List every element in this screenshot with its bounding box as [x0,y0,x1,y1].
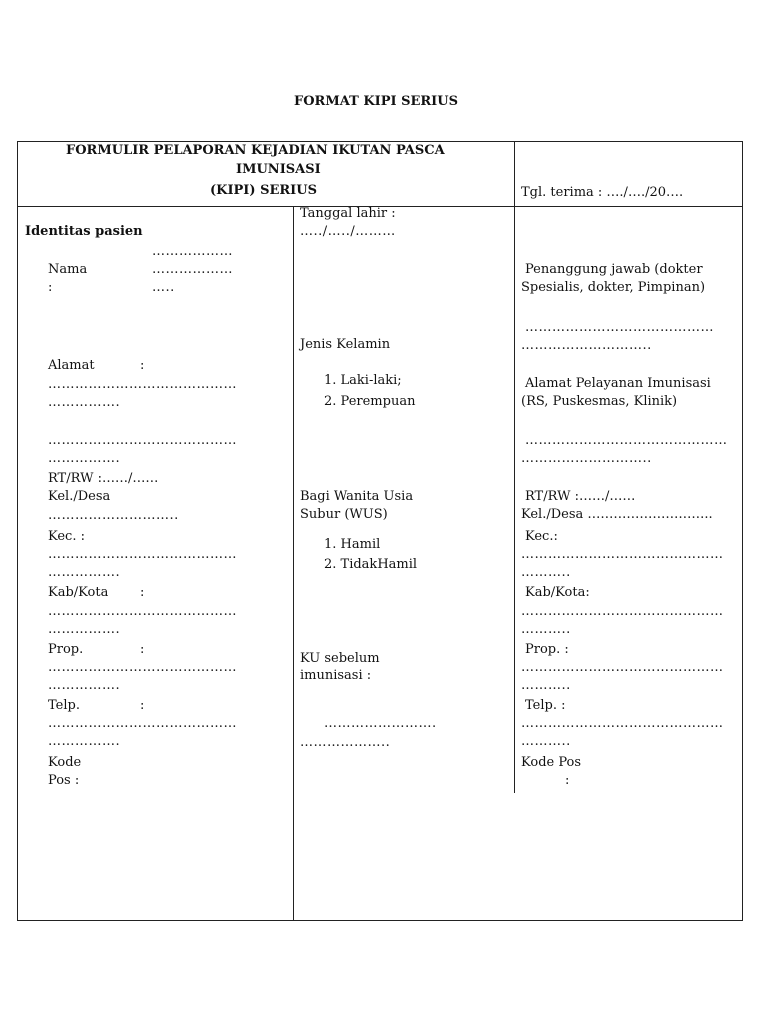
prop-pelayanan-dots-2: ……….. [521,678,571,693]
tanggal-lahir-value: …../…../……… [300,224,396,239]
prop-pelayanan-dots-1: ……………………………………… [521,660,724,675]
kode-pos-pelayanan-colon: : [565,773,570,788]
pos-label: Pos : [48,773,80,788]
penanggung-jawab-line2: Spesialis, dokter, Pimpinan) [521,280,706,295]
rtrw-field: RT/RW :……/…… [48,471,159,486]
form-title-line2: IMUNISASI [236,162,321,177]
kel-desa-label: Kel./Desa [48,489,111,504]
kab-kota-pelayanan-dots-1: ……………………………………… [521,604,724,619]
kab-kota-pelayanan-label: Kab/Kota: [525,585,590,600]
alamat-dots-3: …………………………………… [48,433,237,448]
nama-colon: : [48,280,53,295]
kec-pelayanan-label: Kec.: [525,529,558,544]
kel-desa-dots: ……………………….. [48,508,179,523]
ku-dots-2: ……………….. [300,735,391,750]
alamat-pelayanan-dots-2: ……………………….. [521,451,652,466]
nama-label: Nama [48,262,88,277]
alamat-dots-1: …………………………………… [48,377,237,392]
header-column-divider [514,141,515,207]
ku-dots-1: ……………………. [324,716,437,731]
kab-kota-label: Kab/Kota [48,585,109,600]
jk-option-laki-laki: 1. Laki-laki; [324,373,402,388]
kab-kota-pelayanan-dots-2: ……….. [521,622,571,637]
table-border-right [742,141,743,921]
nama-dots-3: ….. [152,280,175,295]
alamat-dots-4: ……………. [48,451,121,466]
kec-dots-1: …………………………………… [48,547,237,562]
kab-kota-colon: : [140,585,145,600]
telp-pelayanan-dots-1: ……………………………………… [521,716,724,731]
doc-title: FORMAT KIPI SERIUS [294,94,458,109]
prop-pelayanan-label: Prop. : [525,642,569,657]
jenis-kelamin-label: Jenis Kelamin [300,337,391,352]
tgl-terima-field: Tgl. terima : …./…./20…. [521,185,684,200]
wus-label-line2: Subur (WUS) [300,507,388,522]
nama-dots-1: ……………… [152,244,233,259]
kode-pos-pelayanan-label: Kode Pos [521,755,582,770]
tanggal-lahir-label: Tanggal lahir : [300,206,396,221]
wus-label-line1: Bagi Wanita Usia [300,489,414,504]
telp-pelayanan-dots-2: ……….. [521,734,571,749]
alamat-pelayanan-line1: Alamat Pelayanan Imunisasi [525,376,711,391]
identitas-pasien-heading: Identitas pasien [25,224,143,239]
telp-label: Telp. [48,698,80,713]
prop-colon: : [140,642,145,657]
prop-label: Prop. [48,642,84,657]
nama-dots-2: ……………… [152,262,233,277]
kab-kota-dots-1: …………………………………… [48,604,237,619]
table-border-bottom [17,920,743,921]
rtrw-pelayanan-field: RT/RW :……/…… [525,489,636,504]
alamat-pelayanan-line2: (RS, Puskesmas, Klinik) [521,394,678,409]
wus-option-hamil: 1. Hamil [324,537,381,552]
kode-label: Kode [48,755,82,770]
penanggung-jawab-dots-1: …………………………………… [525,320,714,335]
telp-pelayanan-label: Telp. : [525,698,566,713]
table-border-left [17,141,18,921]
kec-pelayanan-dots-2: ……….. [521,565,571,580]
telp-dots-2: ……………. [48,734,121,749]
table-border-top [17,141,743,142]
ku-label-line1: KU sebelum [300,651,380,666]
jk-option-perempuan: 2. Perempuan [324,394,416,409]
col1-col2-divider [293,206,294,921]
alamat-colon: : [140,358,145,373]
alamat-pelayanan-dots-1: ……………………………………… [525,433,728,448]
prop-dots-1: …………………………………… [48,660,237,675]
form-title-line1: FORMULIR PELAPORAN KEJADIAN IKUTAN PASCA [66,143,445,158]
penanggung-jawab-dots-2: ……………………….. [521,338,652,353]
telp-dots-1: …………………………………… [48,716,237,731]
alamat-label: Alamat [48,358,95,373]
kel-desa-pelayanan-field: Kel./Desa ……………………….. [521,507,713,522]
kab-kota-dots-2: ……………. [48,622,121,637]
form-title-line3: (KIPI) SERIUS [210,183,317,198]
penanggung-jawab-line1: Penanggung jawab (dokter [525,262,703,277]
telp-colon: : [140,698,145,713]
alamat-dots-2: ……………. [48,395,121,410]
kec-label: Kec. : [48,529,85,544]
prop-dots-2: ……………. [48,678,121,693]
kec-pelayanan-dots-1: ……………………………………… [521,547,724,562]
wus-option-tidak-hamil: 2. TidakHamil [324,557,418,572]
col2-col3-divider [514,206,515,793]
ku-label-line2: imunisasi : [300,668,372,683]
kec-dots-2: ……………. [48,565,121,580]
